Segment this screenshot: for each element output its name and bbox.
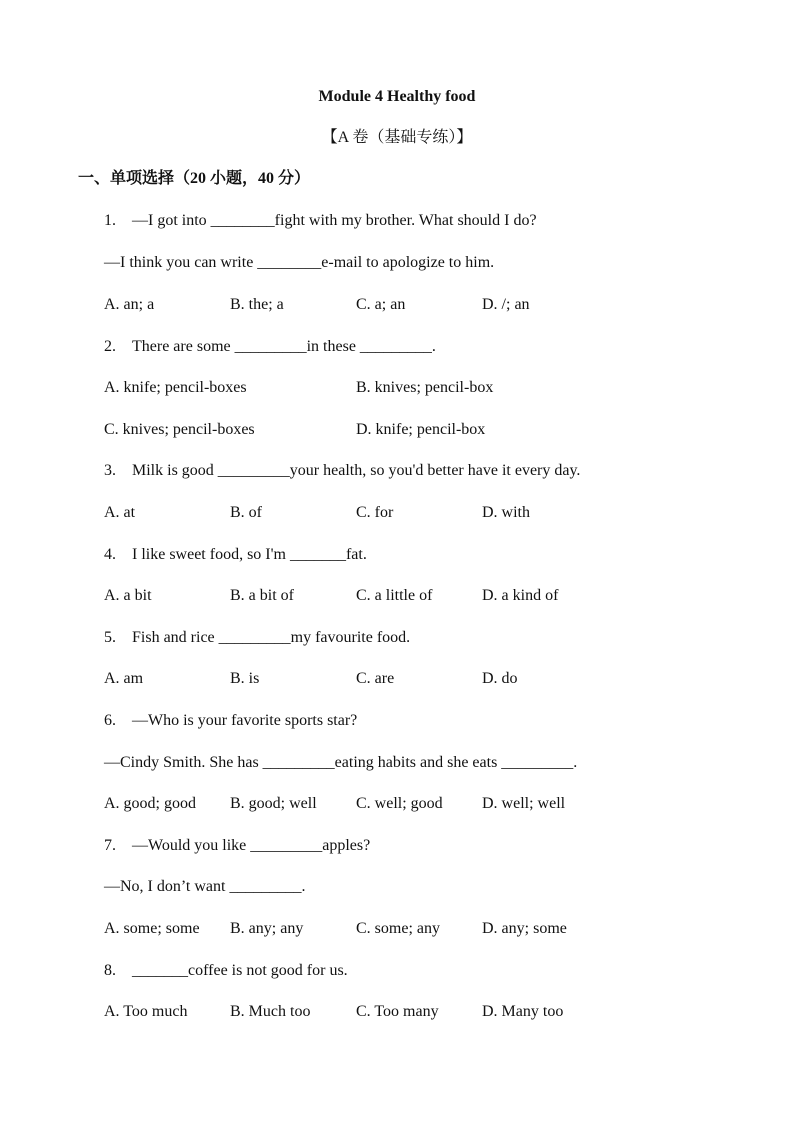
- option-c: C. for: [356, 504, 394, 521]
- question-3: [104, 460, 580, 482]
- option-d: D. a kind of: [482, 587, 559, 604]
- option-a: A. knife; pencil-boxes: [104, 379, 247, 396]
- question-7-reply: —No, I don’t want _________.: [104, 878, 306, 895]
- option-d: D. with: [482, 504, 530, 521]
- question-number: 1.: [104, 212, 116, 229]
- option-b: B. any; any: [230, 920, 304, 937]
- document-subtitle: 【A 卷（基础专练）】: [321, 129, 473, 146]
- question-number: 6.: [104, 712, 116, 729]
- option-b: B. a bit of: [230, 587, 294, 604]
- option-b: B. knives; pencil-box: [356, 379, 494, 396]
- question-number: 5.: [104, 629, 116, 646]
- question-1-reply: —I think you can write ________e-mail to apologize to him.: [104, 254, 495, 271]
- question-number: 7.: [104, 837, 116, 854]
- question-number: 4.: [104, 546, 116, 563]
- question-7: [104, 835, 370, 857]
- option-a: A. at: [104, 504, 136, 521]
- option-b: B. Much too: [230, 1003, 311, 1020]
- option-c: C. a; an: [356, 296, 406, 313]
- question-number: 2.: [104, 338, 116, 355]
- option-c: C. some; any: [356, 920, 440, 937]
- question-2: [104, 336, 436, 358]
- option-a: A. am: [104, 670, 144, 687]
- question-6-reply: —Cindy Smith. She has _________eating habits and she eats _________.: [104, 754, 578, 771]
- question-6: [104, 710, 357, 732]
- question-stem: _______coffee is not good for us.: [132, 962, 348, 979]
- question-stem: There are some _________in these _________.: [132, 338, 436, 355]
- question-8: [104, 960, 348, 982]
- option-c: C. Too many: [356, 1003, 439, 1020]
- option-c: C. are: [356, 670, 395, 687]
- option-d: D. any; some: [482, 920, 567, 937]
- document-title: Module 4 Healthy food: [318, 88, 476, 105]
- question-number: 3.: [104, 462, 116, 479]
- option-a: A. some; some: [104, 920, 200, 937]
- option-d: D. Many too: [482, 1003, 564, 1020]
- option-a: A. Too much: [104, 1003, 188, 1020]
- question-stem: Fish and rice _________my favourite food.: [132, 629, 411, 646]
- question-stem: I like sweet food, so I'm _______fat.: [132, 546, 367, 563]
- option-b: B. the; a: [230, 296, 284, 313]
- option-d: D. well; well: [482, 795, 566, 812]
- option-a: A. an; a: [104, 296, 155, 313]
- option-d: D. /; an: [482, 296, 530, 313]
- option-a: A. good; good: [104, 795, 196, 812]
- section-heading: 一、单项选择（20 小题，40 分）: [78, 170, 311, 187]
- option-b: B. is: [230, 670, 260, 687]
- option-c: C. a little of: [356, 587, 433, 604]
- question-stem: —Would you like _________apples?: [132, 837, 371, 854]
- option-d: D. knife; pencil-box: [356, 421, 486, 438]
- option-d: D. do: [482, 670, 518, 687]
- option-a: A. a bit: [104, 587, 152, 604]
- question-stem: —Who is your favorite sports star?: [132, 712, 358, 729]
- option-c: C. well; good: [356, 795, 443, 812]
- question-stem: Milk is good _________your health, so you'd better have it every day.: [132, 462, 581, 479]
- question-5: [104, 627, 410, 649]
- question-number: 8.: [104, 962, 116, 979]
- question-stem: —I got into ________fight with my brother. What should I do?: [132, 212, 537, 229]
- option-b: B. of: [230, 504, 262, 521]
- question-1: [104, 210, 537, 232]
- option-c: C. knives; pencil-boxes: [104, 421, 255, 438]
- question-4: [104, 544, 367, 566]
- option-b: B. good; well: [230, 795, 317, 812]
